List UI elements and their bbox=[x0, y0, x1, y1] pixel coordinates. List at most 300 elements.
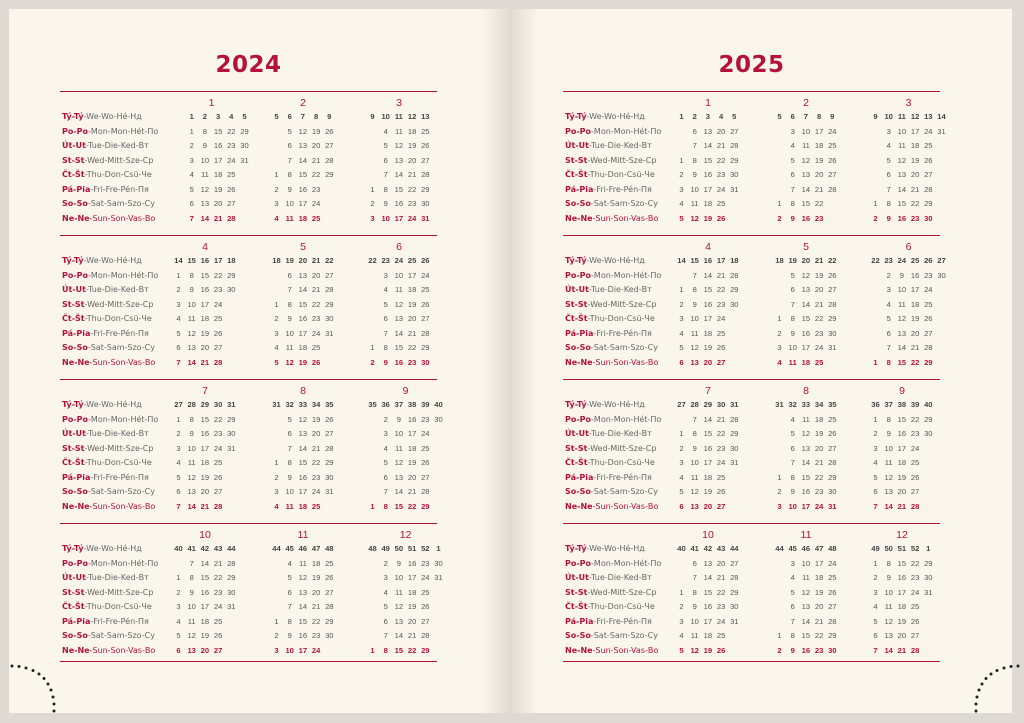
week-number-row bbox=[270, 542, 336, 557]
day-row bbox=[869, 600, 935, 615]
day-number: 20 bbox=[897, 631, 907, 640]
day-row bbox=[172, 168, 251, 183]
weekday-label-other-languages: -Sat-Sam-Szo-Су bbox=[87, 343, 155, 352]
day-row bbox=[270, 456, 336, 471]
week-number: 37 bbox=[394, 400, 404, 409]
month-block bbox=[675, 241, 741, 382]
week-number: 23 bbox=[381, 256, 390, 265]
day-number: 10 bbox=[187, 443, 196, 453]
day-number: 12 bbox=[897, 314, 907, 323]
week-number: 7 bbox=[300, 112, 305, 121]
day-number: 11 bbox=[690, 631, 699, 640]
day-row bbox=[675, 586, 741, 601]
week-number: 10 bbox=[884, 112, 893, 121]
day-number: 11 bbox=[200, 170, 209, 179]
day-number: 15 bbox=[703, 429, 713, 438]
day-number: 5 bbox=[679, 487, 684, 496]
day-number: 25 bbox=[421, 285, 430, 294]
day-number: 1 bbox=[777, 472, 782, 482]
day-number: 24 bbox=[716, 458, 726, 467]
day-number: 4 bbox=[176, 458, 181, 467]
day-number: 25 bbox=[421, 587, 430, 597]
day-number: 28 bbox=[730, 573, 739, 582]
month-number: 9 bbox=[899, 385, 905, 397]
weekday-label bbox=[565, 542, 677, 557]
day-row bbox=[869, 298, 948, 313]
day-row bbox=[270, 586, 336, 601]
day-number: 17 bbox=[407, 429, 417, 438]
weekday-label-czech-slovak: Ne-Ne bbox=[62, 213, 90, 223]
day-row bbox=[366, 644, 445, 659]
day-number: 24 bbox=[814, 343, 824, 352]
day-number: 15 bbox=[897, 558, 907, 568]
day-number: 19 bbox=[897, 472, 907, 482]
day-row bbox=[773, 557, 839, 572]
day-number: 2 bbox=[777, 213, 782, 223]
weekday-label bbox=[565, 500, 677, 515]
week-number-row bbox=[773, 254, 839, 269]
day-number: 25 bbox=[325, 558, 334, 568]
day-number: 7 bbox=[692, 573, 697, 582]
weekday-label-czech-slovak: So-So bbox=[565, 487, 591, 496]
weekday-label bbox=[62, 183, 174, 198]
week-number: 51 bbox=[897, 544, 907, 553]
month-number: 3 bbox=[396, 97, 402, 109]
week-number: 52 bbox=[910, 544, 920, 553]
day-row bbox=[869, 356, 948, 371]
day-number: 14 bbox=[200, 558, 210, 568]
day-number: 3 bbox=[383, 573, 388, 582]
day-number: 2 bbox=[679, 170, 684, 179]
day-number: 29 bbox=[924, 414, 933, 424]
day-number: 18 bbox=[298, 501, 308, 511]
day-number: 22 bbox=[311, 299, 321, 309]
day-number: 8 bbox=[790, 199, 795, 208]
day-number: 4 bbox=[383, 285, 388, 294]
day-number: 3 bbox=[679, 314, 684, 323]
day-number: 20 bbox=[200, 487, 210, 496]
day-number: 3 bbox=[873, 587, 878, 597]
week-number-row bbox=[675, 398, 741, 413]
day-number: 16 bbox=[801, 645, 811, 655]
day-number: 8 bbox=[383, 343, 388, 352]
day-row bbox=[675, 183, 741, 198]
day-number: 14 bbox=[187, 357, 196, 367]
weekday-label-other-languages: -We-Wo-Hé-Нд bbox=[586, 544, 645, 553]
day-number: 15 bbox=[897, 199, 907, 208]
day-number: 6 bbox=[383, 314, 388, 323]
day-row bbox=[869, 269, 948, 284]
weekday-label-other-languages: -Tue-Die-Ked-Вт bbox=[85, 573, 149, 582]
day-number: 16 bbox=[703, 299, 713, 309]
week-number: 50 bbox=[394, 544, 404, 553]
day-number: 25 bbox=[828, 414, 837, 424]
day-number: 12 bbox=[801, 270, 811, 280]
day-number: 14 bbox=[703, 141, 713, 150]
week-number: 18 bbox=[730, 256, 739, 265]
weekday-label-other-languages: -Fri-Fre-Pén-Пя bbox=[593, 184, 652, 194]
day-number: 16 bbox=[407, 414, 417, 424]
day-number: 13 bbox=[298, 141, 308, 150]
weekday-label bbox=[565, 197, 677, 212]
day-number: 27 bbox=[910, 631, 920, 640]
day-row bbox=[172, 615, 238, 630]
day-number: 9 bbox=[287, 472, 292, 482]
day-number: 9 bbox=[899, 270, 904, 280]
week-number: 16 bbox=[200, 256, 210, 265]
weekday-label-czech-slovak: St-St bbox=[62, 155, 85, 165]
month-block bbox=[773, 97, 839, 238]
day-row bbox=[675, 442, 741, 457]
week-number-row bbox=[869, 398, 935, 413]
day-number: 29 bbox=[325, 616, 334, 626]
day-number: 6 bbox=[383, 472, 388, 482]
day-number: 30 bbox=[227, 285, 236, 294]
weekday-label-czech-slovak: Tý-Tý bbox=[565, 400, 587, 409]
month-block bbox=[773, 529, 839, 670]
weekday-label-other-languages: -Fri-Fre-Pén-Пя bbox=[593, 328, 652, 338]
day-number: 30 bbox=[240, 141, 249, 150]
day-number: 5 bbox=[679, 645, 684, 655]
week-number-row bbox=[869, 542, 935, 557]
day-number: 12 bbox=[801, 429, 811, 438]
week-number: 9 bbox=[327, 112, 332, 121]
day-number: 14 bbox=[394, 631, 404, 640]
day-number: 21 bbox=[407, 170, 417, 179]
day-number: 3 bbox=[176, 299, 181, 309]
day-number: 5 bbox=[790, 429, 795, 438]
day-row bbox=[869, 427, 935, 442]
week-number: 32 bbox=[788, 400, 797, 409]
week-number: 6 bbox=[790, 112, 795, 121]
day-row bbox=[270, 269, 336, 284]
week-number-row bbox=[270, 254, 336, 269]
day-number: 22 bbox=[407, 184, 417, 194]
day-number: 17 bbox=[703, 314, 713, 323]
day-number: 23 bbox=[910, 213, 920, 223]
weekday-label bbox=[565, 485, 677, 500]
weekday-label bbox=[62, 312, 174, 327]
day-row bbox=[675, 456, 741, 471]
day-number: 6 bbox=[383, 155, 388, 165]
day-row bbox=[675, 139, 741, 154]
day-number: 15 bbox=[200, 270, 210, 280]
weekday-label-other-languages: -Thu-Don-Csü-Че bbox=[84, 170, 152, 179]
weekday-label-czech-slovak: So-So bbox=[62, 631, 88, 640]
weekday-label bbox=[565, 183, 677, 198]
weekday-label-other-languages: -Tue-Die-Ked-Вт bbox=[588, 573, 652, 582]
day-number: 7 bbox=[189, 558, 194, 568]
day-number: 27 bbox=[730, 558, 739, 568]
day-number: 24 bbox=[213, 443, 223, 453]
month-number: 11 bbox=[800, 529, 812, 541]
day-number: 15 bbox=[298, 299, 308, 309]
day-number: 4 bbox=[679, 199, 684, 208]
day-number: 24 bbox=[407, 213, 417, 223]
day-number: 24 bbox=[828, 126, 837, 136]
weekday-label bbox=[62, 600, 174, 615]
weekday-label-other-languages: -Sat-Sam-Szo-Су bbox=[87, 487, 155, 496]
day-number: 8 bbox=[383, 184, 388, 194]
week-number: 38 bbox=[407, 400, 417, 409]
month-number: 7 bbox=[705, 385, 711, 397]
day-number: 13 bbox=[801, 285, 811, 294]
day-number: 24 bbox=[227, 155, 236, 165]
month-block bbox=[172, 241, 238, 382]
day-number: 26 bbox=[421, 458, 430, 467]
week-number: 25 bbox=[407, 256, 417, 265]
day-number: 30 bbox=[730, 443, 739, 453]
day-number: 8 bbox=[189, 414, 194, 424]
day-number: 26 bbox=[924, 155, 933, 165]
day-number: 12 bbox=[884, 472, 893, 482]
week-number: 46 bbox=[801, 544, 811, 553]
weekday-label-czech-slovak: Ne-Ne bbox=[565, 645, 593, 655]
day-number: 17 bbox=[910, 126, 920, 136]
day-row bbox=[366, 125, 432, 140]
weekday-label-other-languages: -Wed-Mitt-Sze-Ср bbox=[84, 587, 154, 597]
day-row bbox=[366, 586, 445, 601]
day-number: 27 bbox=[421, 616, 430, 626]
day-row bbox=[773, 571, 839, 586]
day-number: 10 bbox=[801, 126, 811, 136]
day-number: 28 bbox=[828, 616, 837, 626]
day-number: 19 bbox=[910, 155, 920, 165]
week-number-row bbox=[366, 398, 445, 413]
day-number: 27 bbox=[325, 429, 334, 438]
day-number: 24 bbox=[716, 616, 726, 626]
month-number: 12 bbox=[399, 529, 412, 541]
day-number: 4 bbox=[790, 573, 795, 582]
weekday-label bbox=[62, 125, 174, 140]
day-number: 3 bbox=[886, 126, 891, 136]
day-row bbox=[366, 629, 445, 644]
day-number: 29 bbox=[227, 573, 236, 582]
day-number: 13 bbox=[703, 126, 713, 136]
weekday-label-other-languages: -Thu-Don-Csü-Че bbox=[587, 602, 655, 611]
day-number: 1 bbox=[370, 645, 375, 655]
weekday-label-other-languages: -Wed-Mitt-Sze-Ср bbox=[587, 155, 657, 165]
day-number: 17 bbox=[407, 573, 417, 582]
day-number: 24 bbox=[213, 299, 223, 309]
weekday-label bbox=[62, 356, 174, 371]
weekday-label-czech-slovak: St-St bbox=[565, 443, 588, 453]
day-row bbox=[366, 312, 432, 327]
week-number: 40 bbox=[434, 400, 443, 409]
weekday-label-other-languages: -Sat-Sam-Szo-Су bbox=[590, 199, 658, 208]
weekday-label-czech-slovak: Út-Ut bbox=[62, 141, 86, 150]
day-number: 3 bbox=[176, 602, 181, 611]
day-number: 6 bbox=[383, 616, 388, 626]
day-number: 11 bbox=[788, 357, 797, 367]
day-number: 22 bbox=[910, 414, 920, 424]
day-number: 15 bbox=[897, 414, 907, 424]
day-number: 4 bbox=[886, 299, 891, 309]
weekday-label-column bbox=[565, 254, 677, 370]
day-number: 18 bbox=[200, 616, 210, 626]
day-row bbox=[366, 197, 432, 212]
day-number: 18 bbox=[407, 443, 417, 453]
day-number: 6 bbox=[886, 170, 891, 179]
weekday-label-other-languages: -Thu-Don-Csü-Че bbox=[84, 602, 152, 611]
day-number: 12 bbox=[200, 184, 210, 194]
day-number: 29 bbox=[828, 314, 837, 323]
weekday-label-czech-slovak: Pá-Pia bbox=[565, 616, 594, 626]
month-number: 7 bbox=[202, 385, 208, 397]
section-rule bbox=[60, 91, 437, 92]
weekday-label-czech-slovak: Pá-Pia bbox=[62, 472, 91, 482]
weekday-label-czech-slovak: Út-Ut bbox=[565, 141, 589, 150]
weekday-label-czech-slovak: Út-Ut bbox=[62, 285, 86, 294]
day-row bbox=[366, 154, 432, 169]
day-number: 5 bbox=[383, 299, 388, 309]
day-number: 24 bbox=[910, 443, 920, 453]
day-number: 5 bbox=[383, 602, 388, 611]
day-number: 19 bbox=[407, 299, 417, 309]
day-number: 6 bbox=[189, 199, 194, 208]
day-number: 11 bbox=[884, 602, 893, 611]
day-number: 21 bbox=[200, 357, 210, 367]
weekday-label bbox=[62, 110, 174, 125]
day-number: 4 bbox=[176, 314, 181, 323]
day-number: 14 bbox=[394, 487, 404, 496]
day-number: 20 bbox=[407, 616, 417, 626]
day-number: 17 bbox=[200, 299, 210, 309]
day-number: 29 bbox=[240, 126, 249, 136]
day-number: 8 bbox=[189, 573, 194, 582]
day-row bbox=[675, 557, 741, 572]
week-number: 4 bbox=[229, 112, 234, 121]
day-number: 1 bbox=[873, 558, 878, 568]
day-row bbox=[675, 269, 741, 284]
day-number: 2 bbox=[777, 328, 782, 338]
weekday-label bbox=[565, 398, 677, 413]
day-number: 9 bbox=[692, 602, 697, 611]
day-number: 27 bbox=[924, 170, 933, 179]
day-number: 4 bbox=[383, 587, 388, 597]
day-row bbox=[172, 341, 238, 356]
day-number: 23 bbox=[716, 602, 726, 611]
day-number: 21 bbox=[814, 299, 824, 309]
weekday-label bbox=[62, 427, 174, 442]
day-number: 31 bbox=[227, 443, 236, 453]
day-number: 8 bbox=[886, 357, 891, 367]
weekday-label bbox=[62, 644, 174, 659]
week-number: 37 bbox=[884, 400, 893, 409]
day-row bbox=[366, 571, 445, 586]
week-number: 30 bbox=[716, 400, 726, 409]
day-number: 26 bbox=[828, 429, 837, 438]
day-number: 28 bbox=[213, 357, 223, 367]
day-number: 3 bbox=[790, 126, 795, 136]
month-block bbox=[270, 97, 336, 238]
weekday-label bbox=[565, 413, 677, 428]
day-row bbox=[270, 197, 336, 212]
day-row bbox=[270, 427, 336, 442]
week-number: 13 bbox=[924, 112, 933, 121]
day-number: 16 bbox=[394, 199, 404, 208]
year-title: 2025 bbox=[718, 52, 785, 78]
day-row bbox=[773, 413, 839, 428]
day-row bbox=[172, 312, 238, 327]
weekday-label-czech-slovak: Tý-Tý bbox=[62, 400, 84, 409]
day-number: 16 bbox=[703, 602, 713, 611]
day-number: 24 bbox=[311, 199, 321, 208]
right-page bbox=[512, 9, 1012, 713]
day-number: 9 bbox=[692, 170, 697, 179]
day-number: 9 bbox=[383, 357, 388, 367]
weekday-label-other-languages: -Thu-Don-Csü-Че bbox=[84, 314, 152, 323]
day-number: 1 bbox=[176, 573, 181, 582]
day-number: 26 bbox=[924, 314, 933, 323]
day-row bbox=[270, 600, 336, 615]
day-number: 6 bbox=[790, 602, 795, 611]
day-number: 28 bbox=[828, 299, 837, 309]
week-number: 45 bbox=[285, 544, 294, 553]
day-row bbox=[366, 298, 432, 313]
week-number: 1 bbox=[926, 544, 931, 553]
day-number: 11 bbox=[690, 328, 699, 338]
day-number: 31 bbox=[730, 184, 739, 194]
day-number: 25 bbox=[814, 357, 824, 367]
day-number: 21 bbox=[897, 645, 907, 655]
day-number: 16 bbox=[298, 631, 308, 640]
day-number: 6 bbox=[692, 126, 697, 136]
day-number: 21 bbox=[814, 184, 824, 194]
day-number: 18 bbox=[910, 141, 920, 150]
day-number: 29 bbox=[421, 343, 430, 352]
week-number: 31 bbox=[730, 400, 739, 409]
day-number: 11 bbox=[801, 414, 810, 424]
day-number: 22 bbox=[814, 472, 824, 482]
weekday-label-czech-slovak: Po-Po bbox=[62, 558, 89, 568]
day-number: 3 bbox=[274, 645, 279, 655]
day-row bbox=[869, 442, 935, 457]
month-number: 4 bbox=[202, 241, 208, 253]
day-number: 23 bbox=[814, 645, 824, 655]
day-number: 10 bbox=[884, 587, 893, 597]
weekday-label-czech-slovak: Tý-Tý bbox=[565, 256, 587, 265]
month-block bbox=[172, 529, 238, 670]
day-number: 27 bbox=[325, 141, 334, 150]
day-number: 27 bbox=[716, 357, 726, 367]
day-number: 31 bbox=[937, 126, 946, 136]
day-row bbox=[366, 471, 445, 486]
day-number: 28 bbox=[325, 602, 334, 611]
day-number: 11 bbox=[394, 126, 403, 136]
day-number: 9 bbox=[886, 573, 891, 582]
day-number: 1 bbox=[176, 270, 181, 280]
day-number: 24 bbox=[311, 328, 321, 338]
day-number: 26 bbox=[325, 573, 334, 582]
day-number: 22 bbox=[407, 501, 417, 511]
week-number: 31 bbox=[775, 400, 784, 409]
week-number: 22 bbox=[368, 256, 377, 265]
day-row bbox=[172, 571, 238, 586]
day-number: 25 bbox=[716, 472, 726, 482]
day-number: 14 bbox=[298, 285, 308, 294]
day-row bbox=[366, 183, 432, 198]
weekday-label-czech-slovak: Čt-Št bbox=[565, 314, 588, 323]
day-number: 27 bbox=[716, 501, 726, 511]
day-row bbox=[172, 557, 238, 572]
day-number: 8 bbox=[189, 270, 194, 280]
day-number: 17 bbox=[298, 328, 308, 338]
day-number: 6 bbox=[287, 587, 292, 597]
week-number: 32 bbox=[285, 400, 294, 409]
day-number: 18 bbox=[910, 299, 920, 309]
day-number: 15 bbox=[801, 199, 811, 208]
